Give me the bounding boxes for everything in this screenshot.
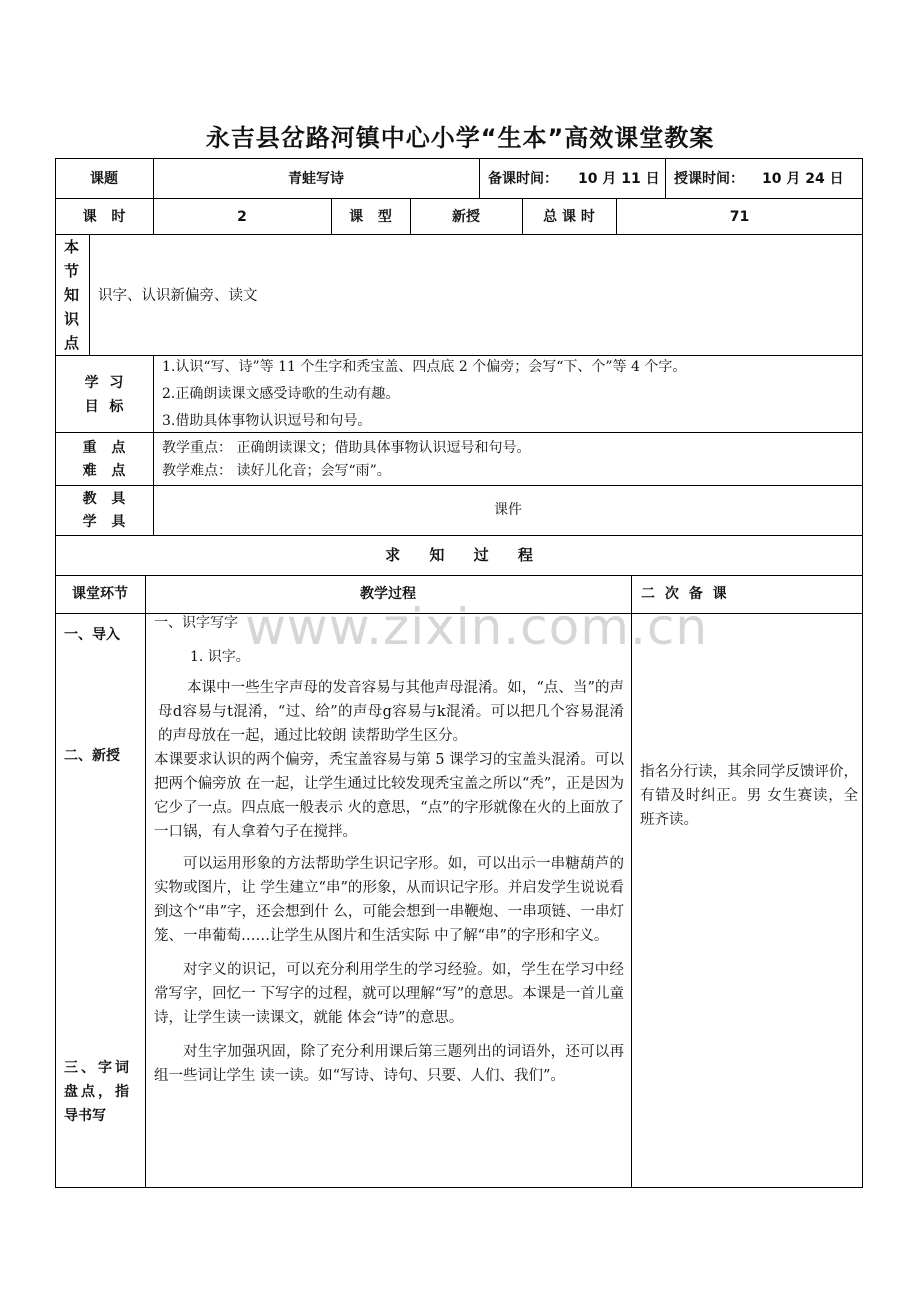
secondary-notes: 指名分行读，其余同学反馈评价，有错及时纠正。男 女生赛读，全班齐读。 bbox=[640, 764, 858, 828]
col-divider bbox=[479, 158, 480, 198]
row-divider bbox=[55, 234, 863, 235]
knowledge-label-char: 识 bbox=[64, 310, 80, 328]
stage-review: 盘点，指 bbox=[64, 1084, 132, 1100]
keypoints-label: 重 点 bbox=[82, 440, 126, 456]
content-paragraph: 对字义的识记，可以充分利用学生的学习经验。如，学生在学习中经常写字，回忆一 下写字的过程，就可以理解“写”的意思。本课是一首儿童诗，让学生读一读课文，就能 体会“诗”的意思。 bbox=[154, 962, 624, 1026]
goal-item: 3.借助具体事物认识逗号和句号。 bbox=[162, 413, 372, 429]
goal-item: 2.正确朗读课文感受诗歌的生动有趣。 bbox=[162, 386, 400, 402]
row-divider bbox=[55, 535, 863, 536]
period-value: 2 bbox=[237, 209, 247, 225]
row-divider bbox=[55, 198, 863, 199]
col-divider bbox=[145, 575, 146, 1188]
content-subheading: 1. 识字。 bbox=[190, 649, 250, 665]
stage-new-lesson: 二、新授 bbox=[64, 748, 120, 764]
teach-time-value: 10 月 24 日 bbox=[762, 171, 844, 187]
knowledge-label-char: 知 bbox=[64, 286, 80, 304]
row-divider bbox=[55, 575, 863, 576]
process-title: 求 知 过 程 bbox=[385, 546, 533, 564]
knowledge-label-char: 本 bbox=[64, 238, 80, 256]
content-body bbox=[154, 676, 624, 1098]
content-paragraph: 可以运用形象的方法帮助学生识记字形。如，可以出示一串糖葫芦的实物或图片，让 学生建立“串”的形象，从而识记字形。并启发学生说说看到这个“串”字，还会想到什 么，可能会想到一串鞭炮、一串项链、一串灯笼、一串葡萄……让学生从图片和生活实际 中了解“串”的字形和字义。 bbox=[154, 856, 624, 944]
topic-value: 青蛙写诗 bbox=[288, 171, 344, 187]
knowledge-label-char: 点 bbox=[64, 334, 80, 352]
stage-header: 课堂环节 bbox=[72, 586, 128, 602]
notes-header: 二 次 备 课 bbox=[641, 586, 727, 602]
goal-item: 1.认识“写、诗”等 11 个生字和秃宝盖、四点底 2 个偏旁；会写“下、个”等 4 个字。 bbox=[162, 359, 687, 375]
prep-time-value: 10 月 11 日 bbox=[578, 171, 660, 187]
stage-intro: 一、导入 bbox=[64, 627, 120, 643]
teach-time-label: 授课时间： bbox=[674, 171, 744, 187]
process-header: 教学过程 bbox=[360, 586, 416, 602]
stage-review: 导书写 bbox=[64, 1108, 106, 1124]
type-value: 新授 bbox=[452, 209, 480, 225]
knowledge-label-char: 节 bbox=[64, 262, 80, 280]
col-divider bbox=[89, 234, 90, 355]
row-divider bbox=[55, 355, 863, 356]
key-difficulty: 教学难点： 读好儿化音；会写“雨”。 bbox=[162, 463, 391, 479]
period-label: 课 时 bbox=[82, 209, 126, 225]
stage-review: 三、字词 bbox=[64, 1060, 132, 1076]
watermark: www.zixin.com.cn bbox=[245, 598, 709, 656]
goals-label: 学 习 bbox=[84, 375, 124, 391]
total-periods-value: 71 bbox=[729, 209, 750, 225]
tools-label: 教 具 bbox=[82, 491, 126, 507]
content-heading: 一、识字写字 bbox=[154, 615, 238, 631]
type-label: 课 型 bbox=[349, 209, 392, 225]
total-periods-label: 总 课 时 bbox=[543, 209, 595, 225]
page-title: 永吉县岔路河镇中心小学“生本”高效课堂教案 bbox=[205, 124, 715, 152]
col-divider bbox=[631, 575, 632, 1188]
keypoints-label: 难 点 bbox=[82, 463, 126, 479]
key-focus: 教学重点： 正确朗读课文；借助具体事物认识逗号和句号。 bbox=[162, 440, 531, 456]
col-divider bbox=[665, 158, 666, 198]
topic-label: 课题 bbox=[90, 171, 118, 187]
content-paragraph: 本课要求认识的两个偏旁，秃宝盖容易与第 5 课学习的宝盖头混淆。可以把两个偏旁放 在一起，让学生通过比较发现秃宝盖之所以“秃”，正是因为它少了一点。四点底一般表示 火的意思，“点”的字形就像在火的上面放了一口锅，有人拿着勺子在搅拌。 bbox=[154, 752, 624, 840]
row-divider bbox=[55, 432, 863, 433]
content-paragraph: 对生字加强巩固，除了充分利用课后第三题列出的词语外，还可以再组一些词让学生 读一读。如“写诗、诗句、只要、人们、我们”。 bbox=[154, 1044, 624, 1084]
row-divider bbox=[55, 485, 863, 486]
goals-label: 目 标 bbox=[84, 399, 124, 415]
content-paragraph: 本课中一些生字声母的发音容易与其他声母混淆。如，“点、当”的声母d容易与t混淆，“过、给”的声母g容易与k混淆。可以把几个容易混淆的声母放在一起，通过比较朗 读帮助学生区分。 bbox=[158, 680, 624, 744]
prep-time-label: 备课时间： bbox=[488, 171, 558, 187]
tools-label: 学 具 bbox=[82, 514, 126, 530]
tools-value: 课件 bbox=[494, 502, 522, 518]
knowledge-value: 识字、认识新偏旁、读文 bbox=[98, 288, 258, 304]
